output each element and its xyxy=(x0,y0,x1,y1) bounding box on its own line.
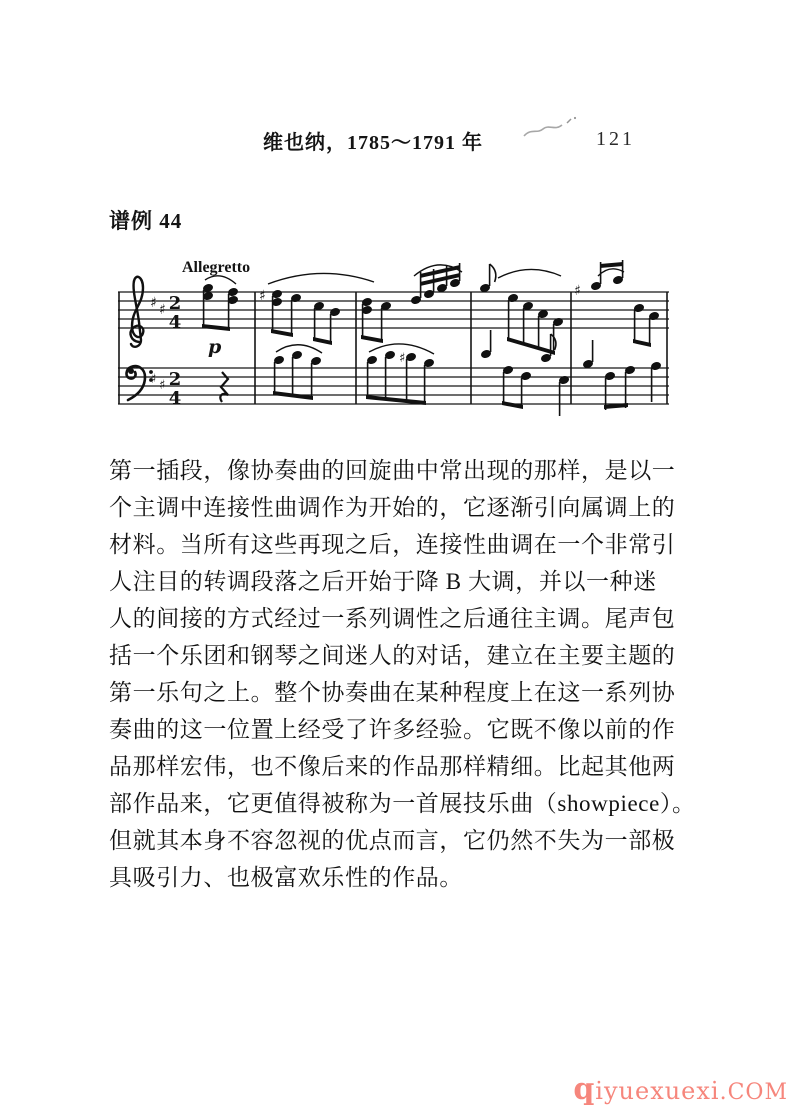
paragraph-line: 但就其本身不容忽视的优点而言，它仍然不失为一部极 xyxy=(109,828,676,853)
time-signature-bottom: 4 xyxy=(168,388,182,409)
treble-clef-icon xyxy=(131,277,144,347)
bass-notes-m5 xyxy=(583,340,662,410)
sharp-icon: ♯ xyxy=(159,378,166,393)
body-paragraph xyxy=(109,452,696,896)
music-score xyxy=(116,252,672,424)
paragraph-line: 材料。当所有这些再现之后，连接性曲调在一个非常引 xyxy=(109,532,676,557)
bass-notes-m2 xyxy=(273,345,322,400)
paragraph-line: 第一插段，像协奏曲的回旋曲中常出现的那样，是以一 xyxy=(109,458,676,483)
treble-staff xyxy=(118,292,669,328)
bass-notes-m3 xyxy=(366,344,434,405)
sharp-icon: ♯ xyxy=(159,302,166,318)
time-signature-top: 2 xyxy=(168,293,182,314)
site-watermark xyxy=(573,1072,788,1107)
sharp-icon: ♯ xyxy=(150,372,157,387)
page-number: 121 xyxy=(596,128,635,150)
paragraph-line: 括一个乐团和钢琴之间迷人的对话，建立在主要主题的 xyxy=(109,643,676,668)
sharp-icon: ♯ xyxy=(150,295,157,311)
svg-text:♯: ♯ xyxy=(574,283,581,299)
dynamic-marking: p xyxy=(208,336,222,358)
treble-notes-m3 xyxy=(361,263,462,343)
paragraph-line: 人注目的转调段落之后开始于降 B 大调，并以一种迷 xyxy=(109,569,657,594)
treble-notes-m5 xyxy=(574,260,659,347)
ink-smudge-icon xyxy=(520,116,582,142)
treble-notes-m1 xyxy=(202,276,238,331)
watermark-name: iyuexuexi xyxy=(595,1077,720,1105)
time-signature-top: 2 xyxy=(168,369,182,390)
svg-text:♯: ♯ xyxy=(399,351,406,366)
watermark-prefix: q xyxy=(573,1072,596,1107)
paragraph-line: 个主调中连接性曲调作为开始的，它逐渐引向属调上的 xyxy=(109,495,676,520)
watermark-domain: .COM xyxy=(719,1080,788,1105)
paragraph-line: 奏曲的这一位置上经受了许多经验。它既不像以前的作 xyxy=(109,717,676,742)
example-label: 谱例 44 xyxy=(109,209,183,233)
tempo-marking: Allegretto xyxy=(182,259,251,276)
paragraph-line: 具吸引力、也极富欢乐性的作品。 xyxy=(109,865,463,890)
paragraph-line: 人的间接的方式经过一系列调性之后通往主调。尾声包 xyxy=(109,606,676,631)
paragraph-line: 第一乐句之上。整个协奏曲在某种程度上在这一系列协 xyxy=(109,680,676,705)
svg-text:♯: ♯ xyxy=(259,288,266,304)
header-title: 维也纳，1785～1791 年 xyxy=(263,132,483,154)
barlines xyxy=(119,292,667,404)
paragraph-line: 部作品来，它更值得被称为一首展技乐曲（showpiece）。 xyxy=(109,791,696,816)
paragraph-line: 品那样宏伟，也不像后来的作品那样精细。比起其他两 xyxy=(109,754,676,779)
time-signature-bottom: 4 xyxy=(168,312,182,333)
